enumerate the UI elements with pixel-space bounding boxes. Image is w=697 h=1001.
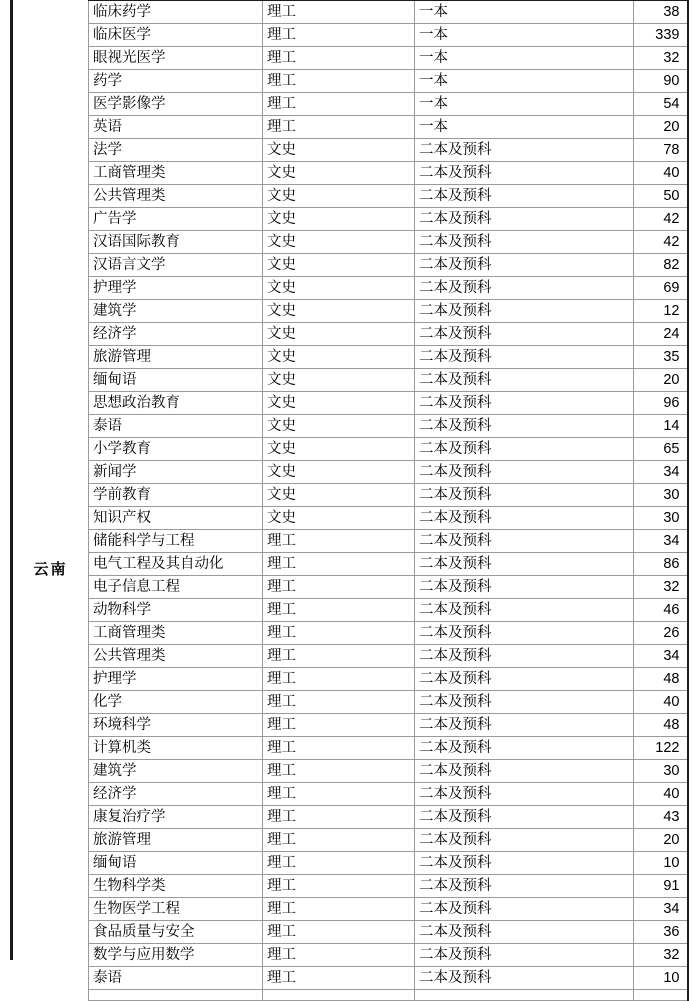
cell-track: 理工 [263,829,415,852]
table-row [89,346,688,369]
cell-batch: 一本 [415,116,634,139]
table-row [89,231,688,254]
cell-batch: 二本及预科 [415,185,634,208]
table-row [89,553,688,576]
cell-count: 40 [634,783,688,806]
cell-track: 文史 [263,415,415,438]
cell-major: 工商管理类 [89,162,263,185]
cell-track: 理工 [263,921,415,944]
table-row [89,967,688,990]
cell-batch: 一本 [415,24,634,47]
cell-count: 122 [634,737,688,760]
admissions-table [88,0,689,1001]
cell-count: 24 [634,323,688,346]
cell-count: 30 [634,760,688,783]
cell-count: 48 [634,714,688,737]
cell-track: 理工 [263,24,415,47]
cell-batch: 二本及预科 [415,323,634,346]
cell-major: 思想政治教育 [89,392,263,415]
cell-count: 12 [634,300,688,323]
province-label-yunnan: 云南 [33,561,68,578]
cell-track: 文史 [263,231,415,254]
cell-batch: 二本及预科 [415,714,634,737]
cell-major: 环境科学 [89,714,263,737]
cell-track: 文史 [263,507,415,530]
cell-major: 护理学 [89,668,263,691]
table-row [89,645,688,668]
cell-major: 泰语 [89,415,263,438]
table-row [89,162,688,185]
table-row [89,760,688,783]
cell-track [263,990,415,1001]
cell-track: 文史 [263,162,415,185]
cell-count: 54 [634,93,688,116]
cell-batch: 二本及预科 [415,507,634,530]
cell-major: 公共管理类 [89,645,263,668]
cell-batch: 二本及预科 [415,944,634,967]
cell-batch: 二本及预科 [415,806,634,829]
cell-major: 临床医学 [89,24,263,47]
cell-batch: 一本 [415,0,634,24]
cell-batch: 二本及预科 [415,139,634,162]
table-row [89,990,688,1001]
table-row [89,806,688,829]
table-row [89,415,688,438]
cell-count: 69 [634,277,688,300]
cell-major: 公共管理类 [89,185,263,208]
cell-track: 文史 [263,392,415,415]
cell-batch: 二本及预科 [415,300,634,323]
cell-major: 汉语国际教育 [89,231,263,254]
cell-major: 药学 [89,70,263,93]
cell-count: 35 [634,346,688,369]
cell-batch: 二本及预科 [415,461,634,484]
cell-batch: 二本及预科 [415,231,634,254]
cell-batch: 二本及预科 [415,530,634,553]
cell-count: 32 [634,944,688,967]
cell-count: 20 [634,829,688,852]
cell-major: 学前教育 [89,484,263,507]
cell-major: 食品质量与安全 [89,921,263,944]
cell-batch: 二本及预科 [415,737,634,760]
cell-track: 理工 [263,714,415,737]
cell-batch: 二本及预科 [415,921,634,944]
cell-major: 小学教育 [89,438,263,461]
cell-count: 91 [634,875,688,898]
cell-major: 缅甸语 [89,369,263,392]
table-row [89,254,688,277]
table-row [89,783,688,806]
cell-major: 生物医学工程 [89,898,263,921]
cell-major: 知识产权 [89,507,263,530]
cell-batch: 二本及预科 [415,484,634,507]
cell-count: 14 [634,415,688,438]
cell-batch [415,990,634,1001]
table-row [89,392,688,415]
table-row [89,668,688,691]
cell-track: 理工 [263,116,415,139]
cell-count: 42 [634,231,688,254]
cell-track: 理工 [263,530,415,553]
cell-track: 文史 [263,254,415,277]
table-row [89,599,688,622]
cell-count: 30 [634,484,688,507]
cell-track: 文史 [263,300,415,323]
cell-major: 储能科学与工程 [89,530,263,553]
cell-major: 化学 [89,691,263,714]
table-row [89,898,688,921]
cell-major: 护理学 [89,277,263,300]
cell-track: 文史 [263,208,415,231]
page-left-border [10,0,13,960]
cell-track: 文史 [263,461,415,484]
cell-count: 32 [634,576,688,599]
cell-track: 理工 [263,70,415,93]
table-row [89,438,688,461]
table-row [89,461,688,484]
table-row [89,47,688,70]
cell-major: 工商管理类 [89,622,263,645]
cell-count: 20 [634,369,688,392]
table-row [89,875,688,898]
cell-major: 电子信息工程 [89,576,263,599]
cell-count: 86 [634,553,688,576]
table-row [89,944,688,967]
cell-track: 文史 [263,139,415,162]
cell-batch: 二本及预科 [415,254,634,277]
cell-count: 36 [634,921,688,944]
cell-count: 20 [634,116,688,139]
cell-major: 眼视光医学 [89,47,263,70]
cell-batch: 二本及预科 [415,576,634,599]
cell-count: 96 [634,392,688,415]
cell-major [89,990,263,1001]
cell-track: 文史 [263,369,415,392]
cell-major: 经济学 [89,323,263,346]
admissions-table-body [89,0,688,1001]
cell-track: 文史 [263,277,415,300]
cell-count: 43 [634,806,688,829]
cell-batch: 二本及预科 [415,645,634,668]
cell-major: 广告学 [89,208,263,231]
cell-count: 10 [634,967,688,990]
cell-track: 理工 [263,875,415,898]
cell-major: 经济学 [89,783,263,806]
cell-major: 建筑学 [89,300,263,323]
cell-batch: 二本及预科 [415,599,634,622]
cell-count: 32 [634,47,688,70]
cell-count: 65 [634,438,688,461]
table-row [89,507,688,530]
cell-count: 34 [634,898,688,921]
cell-major: 康复治疗学 [89,806,263,829]
cell-track: 文史 [263,438,415,461]
cell-batch: 二本及预科 [415,875,634,898]
table-row [89,139,688,162]
cell-count: 48 [634,668,688,691]
table-row [89,208,688,231]
cell-batch: 二本及预科 [415,691,634,714]
cell-track: 理工 [263,760,415,783]
cell-major: 建筑学 [89,760,263,783]
cell-count: 78 [634,139,688,162]
cell-major: 英语 [89,116,263,139]
cell-major: 动物科学 [89,599,263,622]
cell-count: 38 [634,0,688,24]
cell-track: 理工 [263,0,415,24]
cell-batch: 二本及预科 [415,829,634,852]
cell-batch: 二本及预科 [415,898,634,921]
table-row [89,714,688,737]
cell-count: 46 [634,599,688,622]
cell-major: 泰语 [89,967,263,990]
cell-count: 26 [634,622,688,645]
table-row [89,921,688,944]
table-row [89,0,688,24]
cell-count: 50 [634,185,688,208]
cell-track: 理工 [263,47,415,70]
table-row [89,185,688,208]
cell-major: 旅游管理 [89,829,263,852]
cell-batch: 二本及预科 [415,668,634,691]
cell-batch: 二本及预科 [415,783,634,806]
cell-batch: 一本 [415,47,634,70]
cell-count: 40 [634,691,688,714]
table-row [89,93,688,116]
cell-count: 90 [634,70,688,93]
cell-count [634,990,688,1001]
cell-major: 汉语言文学 [89,254,263,277]
cell-batch: 二本及预科 [415,369,634,392]
table-row [89,622,688,645]
cell-track: 文史 [263,484,415,507]
cell-major: 计算机类 [89,737,263,760]
cell-major: 缅甸语 [89,852,263,875]
cell-batch: 二本及预科 [415,346,634,369]
cell-major: 数学与应用数学 [89,944,263,967]
table-row [89,277,688,300]
cell-batch: 二本及预科 [415,967,634,990]
cell-track: 理工 [263,668,415,691]
table-row [89,323,688,346]
cell-major: 法学 [89,139,263,162]
cell-batch: 二本及预科 [415,162,634,185]
table-row [89,116,688,139]
table-row [89,484,688,507]
cell-count: 30 [634,507,688,530]
cell-count: 34 [634,530,688,553]
cell-track: 理工 [263,691,415,714]
cell-count: 42 [634,208,688,231]
table-row [89,70,688,93]
table-row [89,829,688,852]
cell-batch: 一本 [415,93,634,116]
cell-major: 医学影像学 [89,93,263,116]
admissions-table-wrapper [88,0,687,1001]
cell-track: 理工 [263,93,415,116]
cell-count: 82 [634,254,688,277]
table-row [89,691,688,714]
cell-major: 旅游管理 [89,346,263,369]
cell-batch: 二本及预科 [415,415,634,438]
table-row [89,737,688,760]
cell-batch: 二本及预科 [415,277,634,300]
cell-major: 新闻学 [89,461,263,484]
cell-major: 生物科学类 [89,875,263,898]
cell-count: 34 [634,645,688,668]
cell-track: 理工 [263,967,415,990]
cell-track: 理工 [263,806,415,829]
cell-major: 临床药学 [89,0,263,24]
cell-batch: 二本及预科 [415,392,634,415]
cell-track: 理工 [263,944,415,967]
cell-count: 40 [634,162,688,185]
cell-track: 文史 [263,323,415,346]
cell-track: 文史 [263,185,415,208]
cell-track: 理工 [263,576,415,599]
cell-batch: 二本及预科 [415,553,634,576]
cell-count: 10 [634,852,688,875]
cell-track: 理工 [263,553,415,576]
cell-track: 理工 [263,599,415,622]
table-row [89,300,688,323]
cell-track: 理工 [263,898,415,921]
table-row [89,24,688,47]
table-row [89,576,688,599]
cell-track: 文史 [263,346,415,369]
table-row [89,369,688,392]
cell-track: 理工 [263,783,415,806]
cell-count: 34 [634,461,688,484]
cell-batch: 二本及预科 [415,760,634,783]
cell-count: 339 [634,24,688,47]
cell-batch: 一本 [415,70,634,93]
table-row [89,530,688,553]
cell-batch: 二本及预科 [415,622,634,645]
cell-track: 理工 [263,645,415,668]
table-row [89,852,688,875]
cell-batch: 二本及预科 [415,208,634,231]
cell-batch: 二本及预科 [415,852,634,875]
cell-track: 理工 [263,737,415,760]
cell-major: 电气工程及其自动化 [89,553,263,576]
cell-track: 理工 [263,852,415,875]
cell-track: 理工 [263,622,415,645]
cell-batch: 二本及预科 [415,438,634,461]
